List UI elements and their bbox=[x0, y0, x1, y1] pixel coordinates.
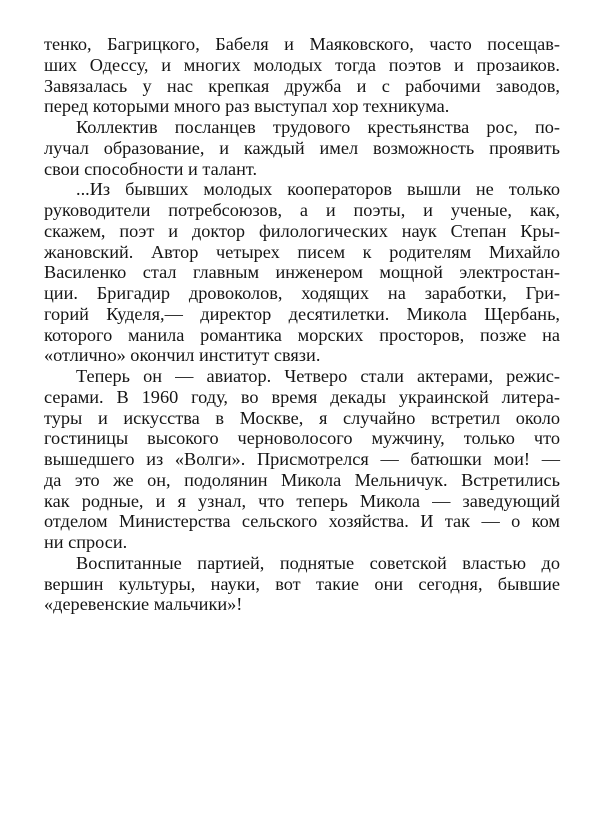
text-line: Коллектив посланцев трудового крестьянства рос, по- bbox=[76, 117, 560, 137]
paragraph bbox=[44, 179, 560, 366]
text-line: да это же он, подолянин Микола Мельничук. Встретились bbox=[44, 469, 560, 490]
text-line: свои способности и талант. bbox=[44, 158, 258, 179]
text-line: «деревенские мальчики»! bbox=[44, 594, 243, 615]
text-line: руководители потребсоюзов, а и поэты, и ученые, как, bbox=[44, 200, 560, 220]
paragraph bbox=[44, 366, 560, 553]
text-line: Василенко стал главным инженером мощной электростан- bbox=[44, 262, 560, 283]
text-line: тенко, Багрицкого, Бабеля и Маяковского, часто посещав- bbox=[44, 34, 560, 54]
text-line: вершин культуры, науки, вот такие они сегодня, бывшие bbox=[44, 573, 560, 594]
text-line: туры и искусства в Москве, я случайно встретил около bbox=[44, 407, 560, 428]
page-text bbox=[44, 34, 560, 615]
text-line: «отлично» окончил институт связи. bbox=[44, 345, 321, 366]
text-line: Теперь он — авиатор. Четверо стали актерами, режис- bbox=[76, 366, 560, 386]
text-line: как родные, и я узнал, что теперь Микола — заведующий bbox=[44, 490, 560, 511]
text-line: ...Из бывших молодых кооператоров вышли не только bbox=[76, 179, 560, 200]
text-line: перед которыми много раз выступал хор техникума. bbox=[44, 96, 450, 117]
text-line: Воспитанные партией, поднятые советской властью до bbox=[76, 552, 560, 573]
text-line: вышедшего из «Волги». Присмотрелся — батюшки мои! — bbox=[44, 449, 560, 469]
text-line: ции. Бригадир дровоколов, ходящих на заработки, Гри- bbox=[44, 283, 560, 303]
paragraph bbox=[44, 34, 560, 117]
text-line: серами. В 1960 году, во время декады украинской литера- bbox=[44, 386, 560, 407]
text-line: ших Одессу, и многих молодых тогда поэтов и прозаиков. bbox=[44, 54, 560, 75]
text-line: Завязалась у нас крепкая дружба и с рабочими заводов, bbox=[44, 75, 560, 96]
text-line: скажем, поэт и доктор филологических наук Степан Кры- bbox=[44, 220, 560, 241]
text-line: гостиницы высокого черноволосого мужчину, только что bbox=[44, 428, 560, 449]
text-line: отделом Министерства сельского хозяйства. И так — о ком bbox=[44, 511, 560, 532]
text-line: горий Куделя,— директор десятилетки. Микола Щербань, bbox=[44, 303, 560, 324]
text-line: ни спроси. bbox=[44, 532, 128, 552]
text-line: которого манила романтика морских просторов, позже на bbox=[44, 324, 560, 345]
paragraph bbox=[44, 117, 560, 179]
paragraph bbox=[44, 553, 560, 615]
text-line: жановский. Автор четырех писем к родителям Михайло bbox=[44, 241, 560, 262]
text-line: лучал образование, и каждый имел возможность проявить bbox=[44, 137, 560, 158]
